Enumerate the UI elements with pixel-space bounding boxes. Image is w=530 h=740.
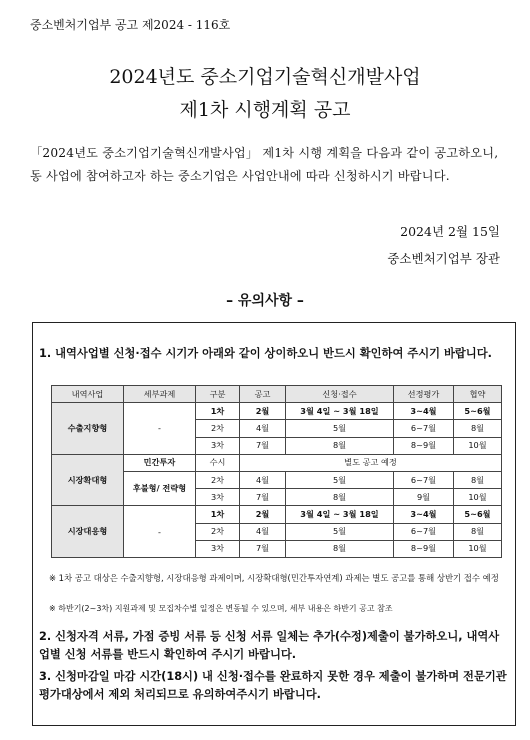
apply-cell: 5월 xyxy=(286,420,394,437)
footnote-2: ※ 하반기(2~3차) 지원과제 및 모집차수별 일정은 변동될 수 있으며, 세부 내용은 하반기 공고 참조 xyxy=(49,604,393,613)
round-cell: 2차 xyxy=(196,471,240,488)
table-row xyxy=(52,506,502,523)
notice-cell: 2월 xyxy=(240,403,286,420)
eval-cell: 6~7월 xyxy=(394,523,454,540)
col-header: 협약 xyxy=(454,386,502,403)
program-cell: 시장확대형 xyxy=(52,454,124,506)
contract-cell: 8월 xyxy=(454,523,502,540)
subtask-cell: - xyxy=(124,403,196,455)
contract-cell: 5~6월 xyxy=(454,506,502,523)
col-header: 신청·접수 xyxy=(286,386,394,403)
contract-cell: 10월 xyxy=(454,540,502,557)
col-header: 선정평가 xyxy=(394,386,454,403)
schedule-table xyxy=(51,385,502,558)
col-header: 세부과제 xyxy=(124,386,196,403)
eval-cell: 9월 xyxy=(394,489,454,506)
round-cell: 수시 xyxy=(196,454,240,471)
subtask-cell: 민간투자 xyxy=(124,454,196,471)
program-cell: 수출지향형 xyxy=(52,403,124,455)
apply-cell: 3월 4일 ~ 3월 18일 xyxy=(286,403,394,420)
notice-cell: 4월 xyxy=(240,420,286,437)
col-header: 구분 xyxy=(196,386,240,403)
apply-cell: 5월 xyxy=(286,523,394,540)
round-cell: 1차 xyxy=(196,506,240,523)
apply-cell: 8월 xyxy=(286,489,394,506)
round-cell: 2차 xyxy=(196,420,240,437)
note-item-1: 1. 내역사업별 신청·접수 시기가 아래와 같이 상이하오니 반드시 확인하여 주시기 바랍니다. xyxy=(39,347,492,360)
eval-cell: 6~7월 xyxy=(394,471,454,488)
table-row xyxy=(52,403,502,420)
notice-cell: 7월 xyxy=(240,540,286,557)
apply-cell: 3월 4일 ~ 3월 18일 xyxy=(286,506,394,523)
eval-cell: 3~4월 xyxy=(394,506,454,523)
title-line-1: 2024년도 중소기업기술혁신개발사업 xyxy=(109,66,421,88)
note-item-3: 3. 신청마감일 마감 시간(18시) 내 신청·접수를 완료하지 못한 경우 제출이 불가하며 전문기관 평가대상에서 제외 처리되므로 유의하여주시기 바랍니다. xyxy=(39,670,507,701)
merged-cell: 별도 공고 예정 xyxy=(240,454,502,471)
apply-cell: 8월 xyxy=(286,437,394,454)
eval-cell: 8~9월 xyxy=(394,540,454,557)
note-item-2: 2. 신청자격 서류, 가점 증빙 서류 등 신청 서류 일체는 추가(수정)제출이 불가하오니, 내역사업별 신청 서류를 반드시 확인하여 주시기 바랍니다. xyxy=(39,630,500,661)
title-line-2: 제1차 시행계획 공고 xyxy=(179,99,351,121)
contract-cell: 8월 xyxy=(454,420,502,437)
round-cell: 3차 xyxy=(196,489,240,506)
subtask-cell: - xyxy=(124,506,196,558)
apply-cell: 5월 xyxy=(286,471,394,488)
issuing-org: 중소벤처기업부 장관 xyxy=(387,251,500,266)
notice-cell: 7월 xyxy=(240,437,286,454)
round-cell: 3차 xyxy=(196,540,240,557)
round-cell: 2차 xyxy=(196,523,240,540)
notice-cell: 7월 xyxy=(240,489,286,506)
col-header: 내역사업 xyxy=(52,386,124,403)
table-row xyxy=(52,454,502,471)
col-header: 공고 xyxy=(240,386,286,403)
notice-cell: 4월 xyxy=(240,471,286,488)
eval-cell: 6~7월 xyxy=(394,420,454,437)
table-header-row xyxy=(52,386,502,403)
program-cell: 시장대응형 xyxy=(52,506,124,558)
notice-cell: 2월 xyxy=(240,506,286,523)
notice-date: 2024년 2월 15일 xyxy=(400,224,500,239)
eval-cell: 3~4월 xyxy=(394,403,454,420)
contract-cell: 8월 xyxy=(454,471,502,488)
notes-box xyxy=(32,322,516,726)
eval-cell: 8~9월 xyxy=(394,437,454,454)
contract-cell: 5~6월 xyxy=(454,403,502,420)
apply-cell: 8월 xyxy=(286,540,394,557)
footnote-1: ※ 1차 공고 대상은 수출지향형, 시장대응형 과제이며, 시장확대형(민간투자연계) 과제는 별도 공고를 통해 상반기 접수 예정 xyxy=(49,573,499,583)
notes-heading: – 유의사항 – xyxy=(226,293,304,309)
round-cell: 1차 xyxy=(196,403,240,420)
intro-paragraph: 「2024년도 중소기업기술혁신개발사업」 제1차 시행 계획을 다음과 같이 공고하오니, 동 사업에 참여하고자 하는 중소기업은 사업안내에 따라 신청하시기 바랍니다. xyxy=(30,146,499,183)
contract-cell: 10월 xyxy=(454,489,502,506)
contract-cell: 10월 xyxy=(454,437,502,454)
round-cell: 3차 xyxy=(196,437,240,454)
notice-cell: 4월 xyxy=(240,523,286,540)
notice-number: 중소벤처기업부 공고 제2024 - 116호 xyxy=(30,18,231,32)
subtask-cell: 후불형/ 전략형 xyxy=(124,471,196,505)
